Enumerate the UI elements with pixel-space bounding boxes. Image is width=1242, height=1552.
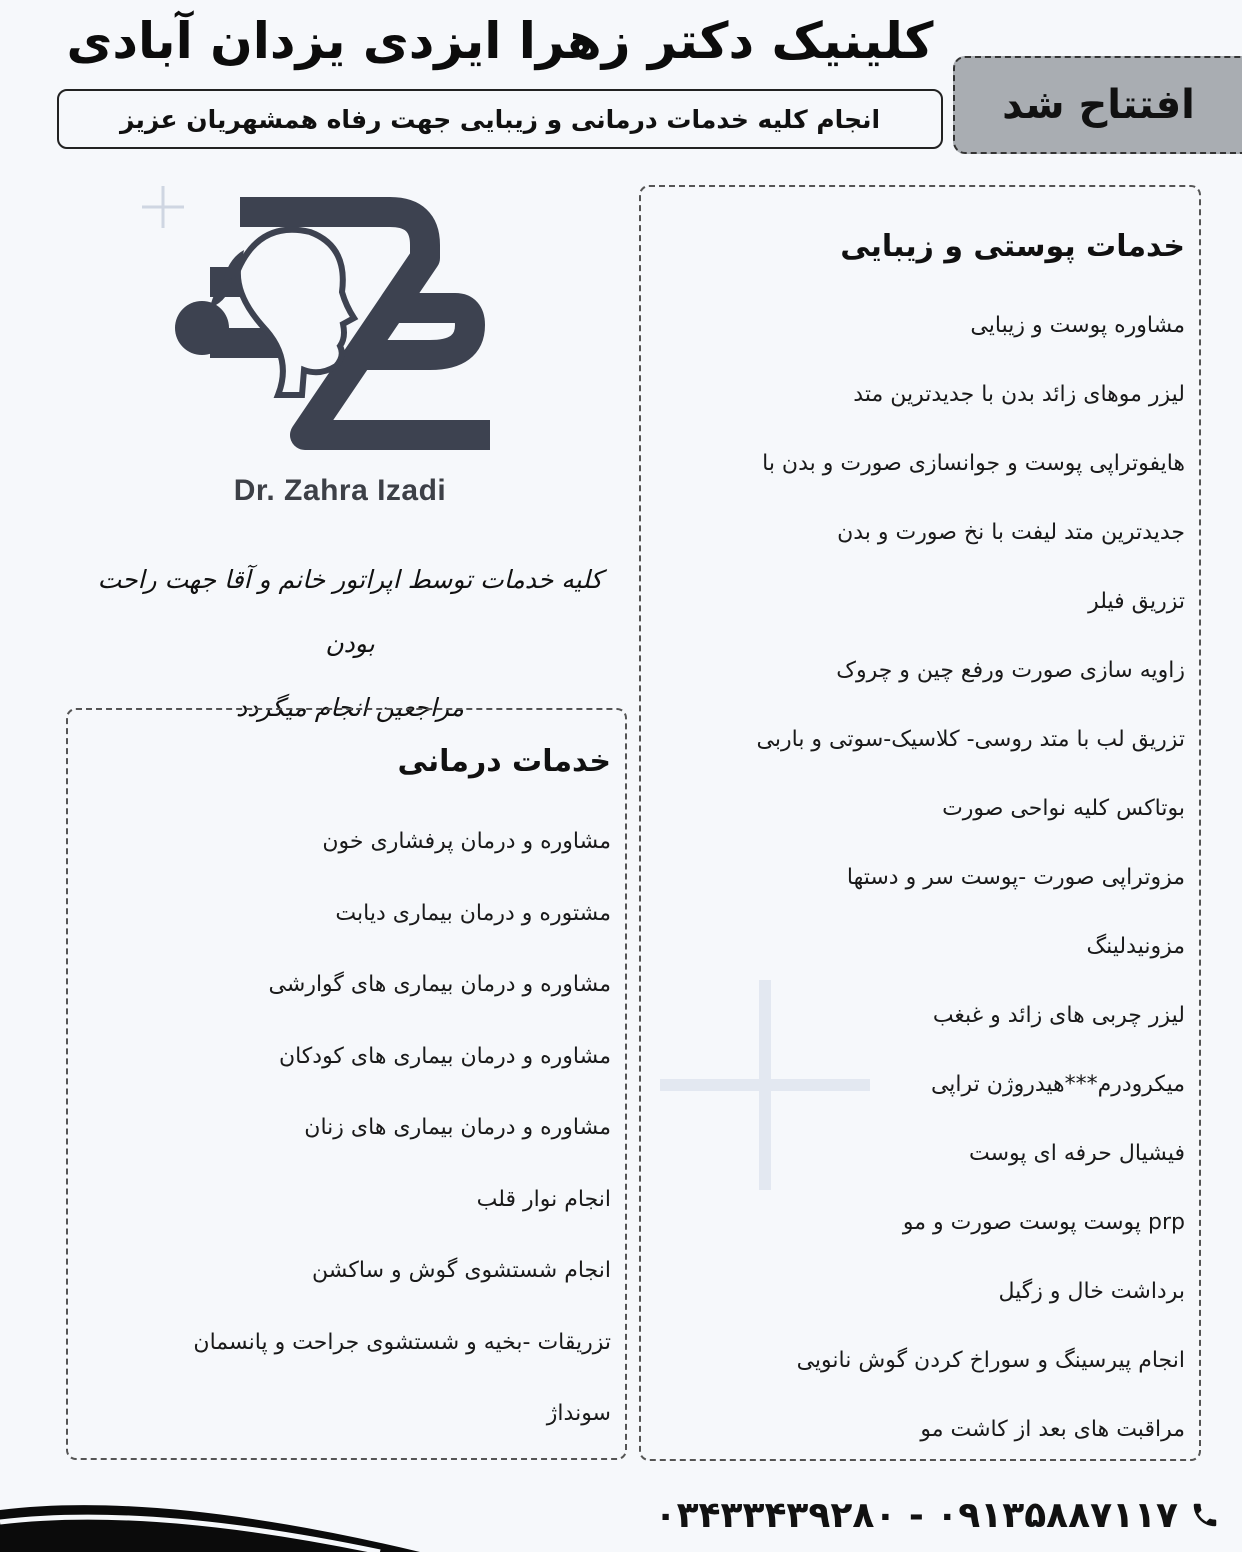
list-item: فیشیال حرفه ای پوست — [969, 1141, 1185, 1166]
list-item: تزریقات -بخیه و شستشوی جراحت و پانسمان — [193, 1329, 611, 1355]
staff-note-line-1: کلیه خدمات توسط اپراتور خانم و آقا جهت راحت بودن — [97, 565, 603, 658]
list-item: بوتاکس کلیه نواحی صورت — [942, 796, 1185, 821]
list-item: زاویه سازی صورت ورفع چین و چروک — [836, 658, 1185, 683]
phone-numbers[interactable]: ۰۳۴۳۳۴۳۹۲۸۰ - ۰۹۱۳۵۸۸۷۱۱۷ — [654, 1494, 1178, 1536]
list-item: مشاوره و درمان بیماری های کودکان — [278, 1043, 611, 1069]
contact-row — [600, 1490, 1220, 1540]
medical-services-heading: خدمات درمانی — [397, 744, 611, 779]
list-item: سونداژ — [546, 1401, 611, 1427]
list-item: مزونیدلینگ — [1086, 934, 1185, 959]
list-item: انجام پیرسینگ و سوراخ کردن گوش نانویی — [796, 1348, 1185, 1373]
list-item: برداشت خال و زگیل — [998, 1279, 1185, 1304]
medical-services-list — [81, 806, 611, 1450]
list-item: مشاوره و درمان پرفشاری خون — [322, 829, 611, 855]
phone-icon — [1190, 1500, 1220, 1530]
swoosh-decoration-icon — [0, 1490, 420, 1552]
beauty-services-panel — [639, 185, 1201, 1461]
list-item: جدیدترین متد لیفت با نخ صورت و بدن — [837, 520, 1185, 545]
list-item: مشاوره و درمان بیماری های گوارشی — [268, 972, 611, 998]
opened-badge-label: افتتاح شد — [1002, 82, 1195, 128]
list-item: لیزر چربی های زائد و غبغب — [932, 1003, 1185, 1028]
list-item: لیزر موهای زائد بدن با جدیدترین متد — [853, 382, 1185, 407]
beauty-services-list — [655, 291, 1185, 1464]
list-item: prp پوست پوست صورت و مو — [902, 1210, 1185, 1235]
opened-badge — [953, 56, 1242, 154]
clinic-subtitle: انجام کلیه خدمات درمانی و زیبایی جهت رفاه همشهریان عزیز — [119, 104, 881, 134]
list-item: مشاوره و درمان بیماری های زنان — [304, 1115, 611, 1141]
logo-caption: Dr. Zahra Izadi — [233, 474, 447, 507]
clinic-logo-icon — [140, 180, 500, 480]
list-item: مشتوره و درمان بیماری دیابت — [335, 900, 611, 926]
list-item: تزریق فیلر — [1088, 589, 1185, 614]
list-item: تزریق لب با متد روسی- کلاسیک-سوتی و باربی — [756, 727, 1185, 752]
beauty-services-heading: خدمات پوستی و زیبایی — [840, 229, 1185, 264]
list-item: انجام نوار قلب — [476, 1186, 611, 1212]
staff-note-line-2: مراجعین انجام میگردد — [235, 693, 465, 722]
list-item: مزوتراپی صورت -پوست سر و دستها — [846, 865, 1185, 890]
list-item: مشاوره پوست و زیبایی — [970, 313, 1185, 338]
list-item: میکرودرم***هیدروژن تراپی — [930, 1072, 1185, 1097]
clinic-subtitle-box — [57, 89, 943, 149]
medical-services-panel — [66, 708, 627, 1460]
list-item: مراقبت های بعد از کاشت مو — [920, 1417, 1185, 1442]
list-item: هایفوتراپی پوست و جوانسازی صورت و بدن با — [762, 451, 1185, 476]
clinic-title: کلینیک دکتر زهرا ایزدی یزدان آبادی — [66, 12, 934, 70]
list-item: انجام شستشوی گوش و ساکشن — [312, 1258, 611, 1284]
